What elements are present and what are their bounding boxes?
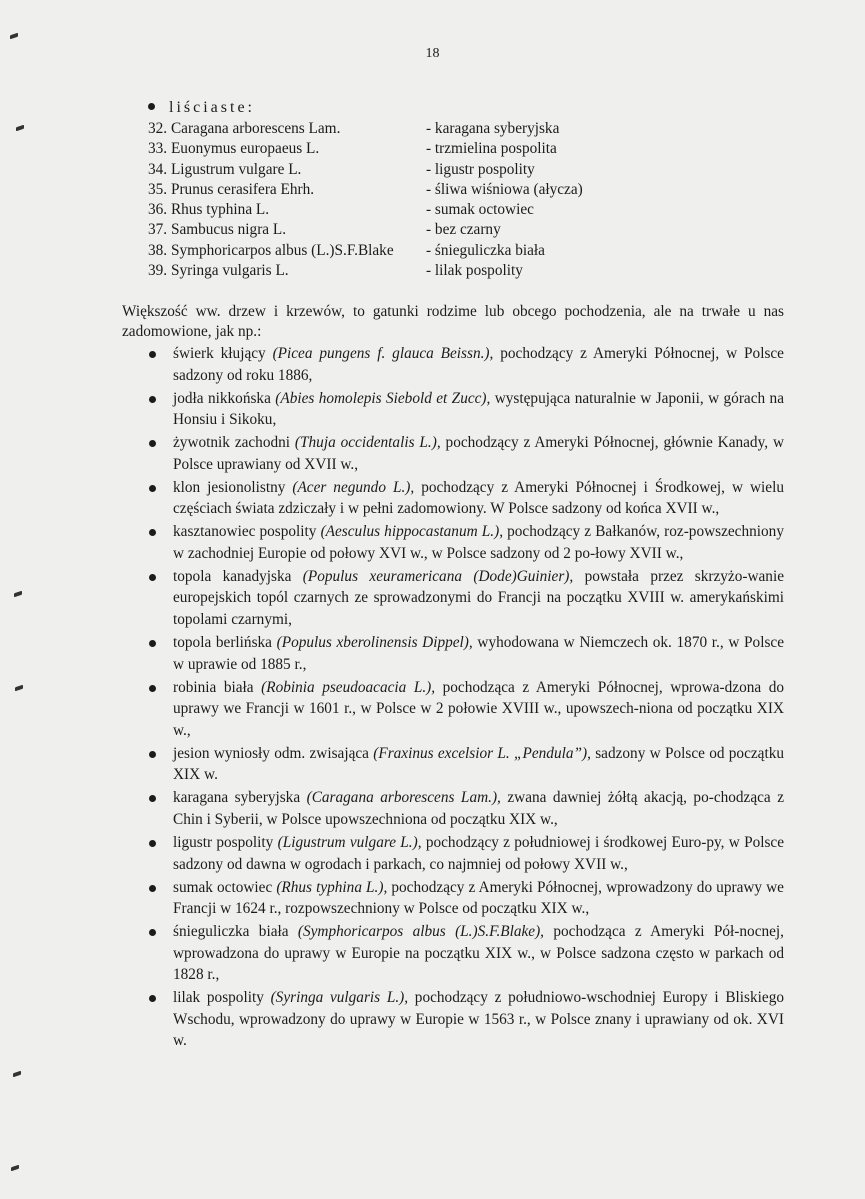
species-latin: 37. Sambucus nigra L. — [148, 221, 287, 239]
punch-mark — [11, 1165, 19, 1172]
detail-text: pochodzący z Ameryki Północnej, w Polsce sadzony od roku 1886, — [173, 345, 784, 384]
common-name: żywotnik zachodni — [173, 434, 295, 452]
detail-text: występująca naturalnie w Japonii, w górach na Honsiu i Sikoku, — [173, 389, 784, 429]
scientific-name: (Rhus typhina L.), — [276, 878, 388, 896]
detail-text: wyhodowana w Niemczech ok. 1870 r., w Polsce w uprawie od 1885 r., — [173, 634, 784, 673]
species-polish: - lilak pospolity — [426, 262, 523, 280]
species-detail-item — [148, 521, 784, 564]
scientific-name: (Symphoricarpos albus (L.)S.F.Blake), — [297, 923, 545, 941]
species-polish: - sumak octowiec — [426, 201, 534, 219]
punch-mark — [10, 33, 18, 40]
species-row — [148, 180, 748, 200]
common-name: świerk kłujący — [173, 345, 273, 362]
species-polish: - śliwa wiśniowa (ałycza) — [426, 180, 583, 198]
punch-mark — [13, 1071, 21, 1078]
scientific-name: (Picea pungens f. glauca Beissn.), — [272, 345, 494, 362]
scientific-name: (Caragana arborescens Lam.), — [306, 789, 501, 807]
species-detail-item — [148, 566, 784, 631]
species-row — [148, 119, 748, 139]
species-row — [148, 261, 748, 281]
detail-text: pochodzący z Bałkanów, roz-powszechniony w zachodniej Europie od połowy XVI w., w Polsce sadzony od 2 po-łowy XVII w., — [173, 523, 784, 562]
species-polish: - trzmielina pospolita — [426, 140, 557, 158]
species-detail-item — [148, 987, 784, 1052]
common-name: topola berlińska — [173, 634, 277, 652]
section-heading-text: liściaste: — [169, 99, 255, 116]
detail-text: sadzony w Polsce od początku XIX w. — [173, 744, 784, 784]
scientific-name: (Populus xeuramericana (Dode)Guinier), — [302, 567, 574, 585]
species-row — [148, 139, 748, 159]
common-name: topola kanadyjska — [173, 567, 303, 585]
species-latin: 39. Syringa vulgaris L. — [148, 262, 289, 280]
common-name: klon jesionolistny — [173, 478, 293, 496]
species-detail-item — [148, 343, 784, 386]
species-detail-item — [148, 921, 784, 986]
species-latin: 33. Euonymus europaeus L. — [148, 140, 320, 158]
species-detail-item — [148, 477, 784, 520]
punch-mark — [16, 125, 24, 132]
species-list — [148, 119, 748, 281]
species-latin: 34. Ligustrum vulgare L. — [148, 160, 302, 178]
species-detail-item — [148, 632, 784, 675]
common-name: jodła nikkońska — [173, 389, 276, 407]
species-latin: 38. Symphoricarpos albus (L.)S.F.Blake — [148, 241, 394, 259]
common-name: sumak octowiec — [173, 878, 277, 896]
species-polish: - ligustr pospolity — [426, 160, 535, 178]
species-latin: 36. Rhus typhina L. — [148, 201, 270, 219]
species-detail-list — [148, 343, 784, 1053]
species-latin: 35. Prunus cerasifera Ehrh. — [148, 180, 315, 198]
common-name: ligustr pospolity — [173, 833, 278, 851]
species-polish: - bez czarny — [426, 221, 501, 239]
species-row — [148, 241, 748, 261]
species-polish: - śnieguliczka biała — [426, 241, 545, 259]
species-row — [148, 220, 748, 240]
species-detail-item — [148, 743, 784, 786]
detail-text: zwana dawniej żółtą akacją, po-chodząca z Chin i Syberii, w Polsce upowszechniona od początku XIX w., — [173, 789, 784, 828]
species-detail-item — [148, 832, 784, 875]
species-latin: 32. Caragana arborescens Lam. — [148, 120, 341, 137]
species-row — [148, 200, 748, 220]
species-detail-item — [148, 877, 784, 920]
species-polish: - karagana syberyjska — [426, 120, 560, 137]
scientific-name: (Robinia pseudoacacia L.), — [261, 678, 436, 696]
scientific-name: (Syringa vulgaris L.), — [270, 989, 409, 1007]
common-name: lilak pospolity — [173, 989, 271, 1007]
detail-text: pochodzący z południowo-wschodniej Europy i Bliskiego Wschodu, wprowadzony do uprawy w Europie w 1563 r., w Polsce znany i uprawiany od ok. XVI w. — [173, 989, 784, 1050]
page-number: 18 — [425, 46, 440, 61]
common-name: kasztanowiec pospolity — [173, 523, 321, 541]
punch-mark — [15, 685, 23, 692]
detail-text: powstała przez skrzyżo-wanie europejskich topól czarnych ze sprowadzonymi do Francji na początku XVIII w. amerykańskimi topolami czarnymi, — [173, 567, 784, 629]
punch-mark — [14, 591, 22, 598]
species-row — [148, 160, 748, 180]
species-detail-item — [148, 787, 784, 830]
scientific-name: (Acer negundo L.), — [292, 478, 415, 496]
bullet-icon — [148, 103, 155, 110]
detail-text: pochodzący z Ameryki Północnej, głównie Kanady, w Polsce uprawiany od XVII w., — [173, 434, 784, 473]
scientific-name: (Abies homolepis Siebold et Zucc), — [275, 389, 491, 407]
common-name: karagana syberyjska — [173, 789, 307, 807]
intro-paragraph: Większość ww. drzew i krzewów, to gatunki rodzime lub obcego pochodzenia, ale na trwałe u nas zadomowione, jak np.: — [122, 303, 784, 341]
scientific-name: (Thuja occidentalis L.), — [294, 434, 441, 452]
detail-text: pochodząca z Ameryki Pół-nocnej, wprowadzona do uprawy w Europie na początku XIX w., w Polsce sadzona często w parkach od 1828 r., — [173, 923, 784, 984]
scientific-name: (Aesculus hippocastanum L.), — [320, 523, 504, 541]
detail-text: pochodzący z Ameryki Północnej, wprowadzony do uprawy we Francji w 1624 r., rozpowszechniony w Polsce od początku XIX w., — [173, 878, 784, 918]
detail-text: pochodzący z południowej i środkowej Euro-py, w Polsce sadzony od dawna w ogrodach i parkach, co najmniej od połowy XVII w., — [173, 833, 785, 873]
species-detail-item — [148, 677, 784, 742]
detail-text: pochodząca z Ameryki Północnej, wprowa-dzona do uprawy we Francji w 1601 r., w Polsce w 2 połowie XVIII w., upowszech-niona od początku XIX w., — [173, 678, 784, 739]
scientific-name: (Populus xberolinensis Dippel), — [276, 634, 473, 652]
common-name: jesion wyniosły odm. zwisająca — [173, 744, 374, 762]
species-detail-item — [148, 388, 784, 431]
scientific-name: (Ligustrum vulgare L.), — [277, 833, 422, 851]
detail-text: pochodzący z Ameryki Północnej i Środkowej, w wielu częściach świata zdziczały i w pełni zadomowiony. W Polsce sadzony od końca XVII w., — [173, 478, 784, 518]
species-detail-item — [148, 432, 784, 475]
scientific-name: (Fraxinus excelsior L. „Pendula”), — [373, 744, 591, 762]
section-heading — [148, 99, 255, 117]
common-name: śnieguliczka biała — [173, 923, 298, 941]
common-name: robinia biała — [173, 678, 262, 696]
